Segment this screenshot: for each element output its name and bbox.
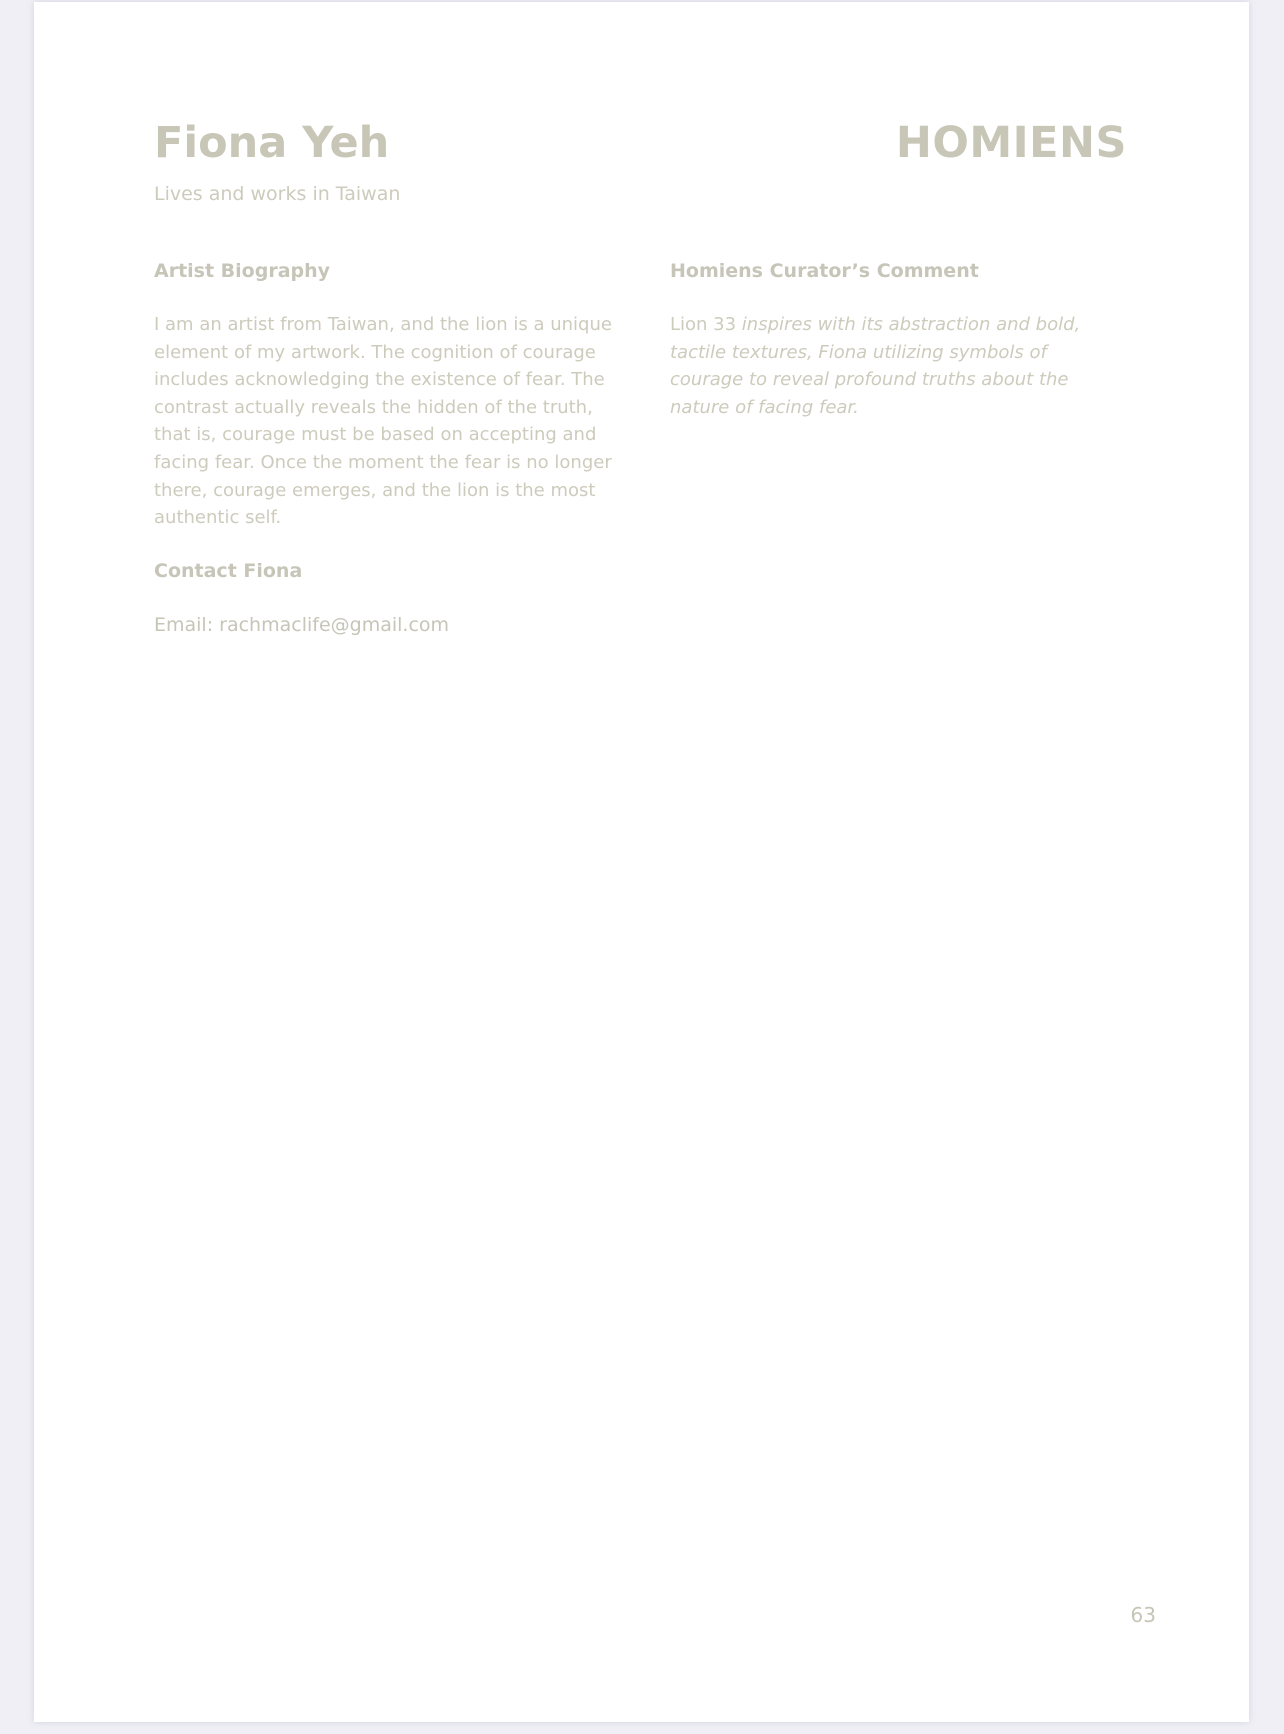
document-page — [34, 2, 1249, 1722]
biography-column — [154, 259, 624, 637]
curator-comment-text: inspires with its abstraction and bold, tactile textures, Fiona utilizing symbols of courage to reveal profound truths about the nature of facing fear. — [670, 314, 1081, 418]
curator-heading: Homiens Curator’s Comment — [670, 260, 979, 282]
curator-column — [670, 259, 1120, 421]
biography-text: I am an artist from Taiwan, and the lion is a unique element of my artwork. The cognition of courage includes acknowledging the existence of fear. The contrast actually reveals the hidden of the truth, that is, courage must be based on accepting and facing fear. Once the moment the fear is no longer there, courage emerges, and the lion is the most authentic self. — [154, 314, 612, 529]
work-title: Lion 33 — [670, 314, 737, 335]
biography-heading: Artist Biography — [154, 260, 331, 282]
curator-comment — [670, 311, 1120, 421]
page-number: 63 — [1130, 1603, 1156, 1627]
brand-name: HOMIENS — [895, 118, 1127, 168]
artist-subtitle: Lives and works in Taiwan — [154, 183, 401, 205]
artist-name: Fiona Yeh — [154, 118, 390, 168]
contact-email[interactable]: Email: rachmaclife@gmail.com — [154, 613, 450, 636]
contact-heading: Contact Fiona — [154, 559, 303, 582]
